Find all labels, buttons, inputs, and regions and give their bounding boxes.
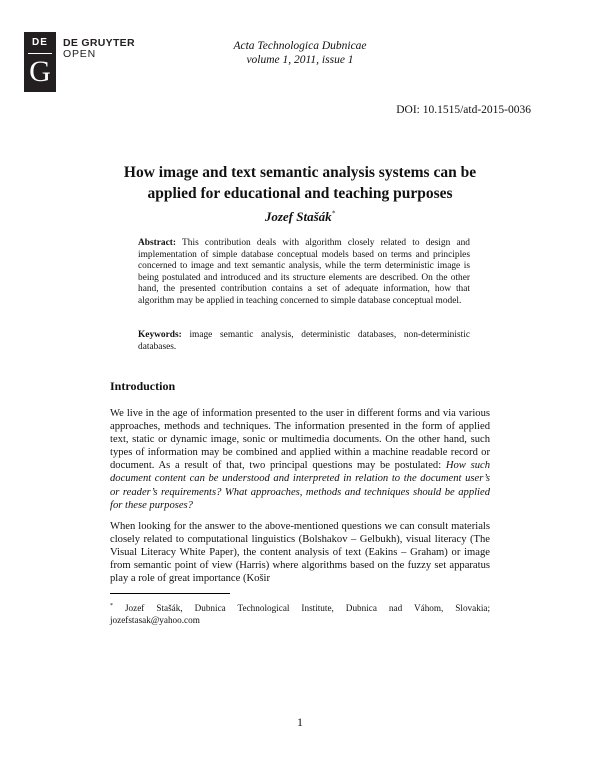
paragraph-1-text: We live in the age of information presented to the user in different forms and via various approaches, methods and techniques. The information presented in the form of applied text, static or dynamic image, sonic or multimedia documents. On the other hand, such types of information may be combined and applied within a machine readable record or document. As a result of that, two principal questions may be postulated: <box>110 408 490 472</box>
journal-name: Acta Technologica Dubnicae <box>233 40 367 52</box>
abstract-text: This contribution deals with algorithm closely related to design and implementation of simple database conceptual models based on terms and principles concerned to image and text semantic analysis, while the term deterministic image is being postulated and introduced and its structure elements are described. On the other hand, the presented contribution contains a set of adequate information, how that algorithm may be applied in teaching concerned to simple database conceptual model. <box>138 238 470 306</box>
logo-bottom-text: G <box>29 55 51 88</box>
paragraph-1 <box>110 407 490 512</box>
author-footnote-marker: * <box>331 209 336 218</box>
page-number: 1 <box>297 715 303 729</box>
publisher-sub: OPEN <box>63 48 96 60</box>
publisher-wordmark <box>63 38 135 60</box>
logo-divider <box>28 53 52 54</box>
author-name: Jozef Stašák <box>264 209 332 224</box>
paragraph-1-questions: How such document content can be understood and interpreted in relation to the document user’s or reader’s requirements? What approaches, methods and techniques should be applied for these purposes? <box>110 460 490 511</box>
keywords <box>138 330 470 353</box>
doi: DOI: 10.1515/atd-2015-0036 <box>396 104 531 116</box>
journal-volume-issue: volume 1, 2011, issue 1 <box>246 54 354 66</box>
abstract <box>138 238 470 308</box>
paragraph-2: When looking for the answer to the above-mentioned questions we can consult materials closely related to computational linguistics (Bolshakov – Gelbukh), visual literacy (The Visual Literacy White Paper), the content analysis of text (Eakins – Graham) or image from semantic point of view (Harris) where algorithms based on the fuzzy set apparatus play a role of great importance (Košir <box>110 521 490 585</box>
logo-top-text: DE <box>32 37 48 48</box>
footnote-marker: * <box>110 603 113 609</box>
paper-title <box>80 162 520 204</box>
keywords-text: image semantic analysis, deterministic databases, non-deterministic databases. <box>138 330 470 352</box>
footnote <box>110 600 490 626</box>
publisher-name: DE GRUYTER <box>63 37 135 49</box>
publisher-logo <box>24 32 56 92</box>
footnote-rule <box>110 593 230 594</box>
title-line-2: applied for educational and teaching purposes <box>147 185 453 202</box>
author <box>200 209 400 225</box>
abstract-label: Abstract: <box>138 238 177 248</box>
keywords-label: Keywords: <box>138 330 182 340</box>
title-line-1: How image and text semantic analysis systems can be <box>123 164 477 181</box>
section-heading: Introduction <box>110 379 176 393</box>
footnote-text: Jozef Stašák, Dubnica Technological Institute, Dubnica nad Váhom, Slovakia; jozefstasak@yahoo.com <box>110 603 491 626</box>
